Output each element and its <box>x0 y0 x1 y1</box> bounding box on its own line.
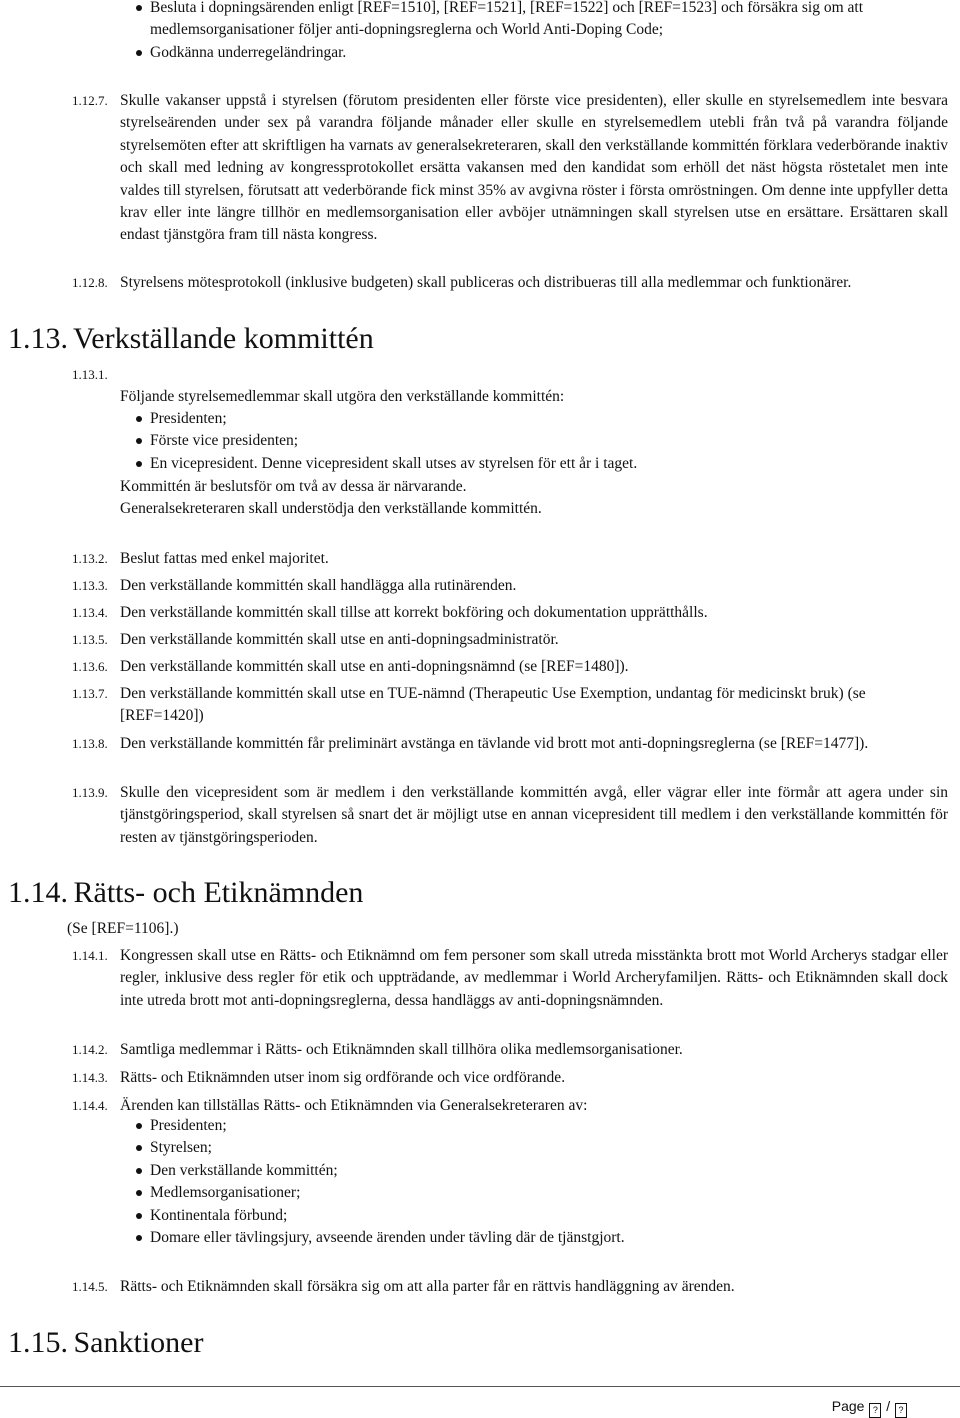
section-number: 1.13.5. <box>72 632 108 647</box>
section-text: Kongressen skall utse en Rätts- och Etiknämnd om fem personer som skall utreda misstänkta brott mot World Archerys stadgar eller regler, inklusive dess regler för etik och uppträdande, av medlemmar i World Archeryfamiljen. Rätts- och Etiknämnden skall dock inte utreda brott mot anti-dopningsreglerna, dessa handläggs av anti-dopningsnämnden. <box>120 947 948 1009</box>
current-page-number: ? <box>869 1403 881 1418</box>
section-number: 1.14.2. <box>72 1042 108 1057</box>
section-number: 1.13.9. <box>72 785 108 800</box>
list-item: Domare eller tävlingsjury, avseende ärenden under tävling där de tjänstgjort. <box>150 1227 940 1249</box>
section-text: Den verkställande kommittén skall handlägga alla rutinärenden. <box>120 577 517 594</box>
section-text: Den verkställande kommittén skall tillse att korrekt bokföring och dokumentation upprätthålls. <box>120 604 708 621</box>
page-footer <box>832 1397 908 1418</box>
section-number: 1.13.2. <box>72 551 108 566</box>
referral-sources-list <box>150 1115 940 1249</box>
heading-number: 1.15. <box>8 1326 68 1359</box>
total-pages-number: ? <box>895 1403 907 1418</box>
list-item: Presidenten; <box>150 1115 940 1137</box>
section-text: Generalsekreteraren skall understödja den verkställande kommittén. <box>120 500 542 517</box>
section-number: 1.14.3. <box>72 1070 108 1085</box>
section-heading <box>8 1325 203 1361</box>
heading-title: Sanktioner <box>73 1326 204 1359</box>
section-number: 1.12.8. <box>72 275 108 290</box>
section-text: Skulle vakanser uppstå i styrelsen (förutom presidenten eller förste vice presidenten), eller skulle en styrelsemedlem inte besvara styrelseärenden under sex på varandra följande månader eller skulle en styrelsemedlem utebli från två på varandra följande styrelsemöten efter att skriftligen ha varnats av generalsekreteraren, skall den verkställande kommittén förklara vederbörande inaktiv och skall med ledning av kongressprotokollet ersätta vakansen med den kandidat som erhöll det näst högsta röstetalet men inte valdes till styrelsen, förutsatt att vederbörande fick minst 35% av avgivna röster i första omröstningen. Om denne inte uppfyller detta krav eller inte längre tillhör en medlemsorganisation eller avböjer utnämningen skall styrelsen utse en ersättare. Ersättaren skall endast tjänstgöra fram till nästa kongress. <box>120 92 948 244</box>
list-item: Kontinentala förbund; <box>150 1205 940 1227</box>
footer-divider <box>0 1386 960 1387</box>
section-text: Ärenden kan tillställas Rätts- och Etiknämnden via Generalsekreteraren av: <box>120 1097 588 1114</box>
page-separator: / <box>886 1398 891 1414</box>
list-item: Godkänna underregeländringar. <box>150 42 950 64</box>
list-item: Förste vice presidenten; <box>150 430 940 452</box>
list-item: Presidenten; <box>150 408 940 430</box>
section-heading <box>8 321 374 357</box>
section-number: 1.13.8. <box>72 736 108 751</box>
section-intro: Följande styrelsemedlemmar skall utgöra den verkställande kommittén: <box>120 388 565 405</box>
section-number: 1.14.5. <box>72 1279 108 1294</box>
section-heading <box>8 875 363 911</box>
page-label: Page <box>831 1398 865 1414</box>
section-text: Styrelsens mötesprotokoll (inklusive budgeten) skall publiceras och distribueras till alla medlemmar och funktionärer. <box>120 274 852 291</box>
list-item: Styrelsen; <box>150 1137 940 1159</box>
section-text: Samtliga medlemmar i Rätts- och Etiknämnden skall tillhöra olika medlemsorganisationer. <box>120 1041 683 1058</box>
list-item: Den verkställande kommittén; <box>150 1160 940 1182</box>
section-text: Kommittén är beslutsför om två av dessa är närvarande. <box>120 478 467 495</box>
heading-number: 1.13. <box>8 322 68 355</box>
section-text: Den verkställande kommittén skall utse en TUE-nämnd (Therapeutic Use Exemption, undantag för medicinskt bruk) (se [REF=1420]) <box>120 685 866 725</box>
section-text: Den verkställande kommittén skall utse en anti-dopningsnämnd (se [REF=1480]). <box>120 658 629 675</box>
top-bullet-list <box>150 0 950 64</box>
section-note: (Se [REF=1106].) <box>67 920 179 937</box>
section-text: Den verkställande kommittén skall utse en anti-dopningsadministratör. <box>120 631 559 648</box>
heading-title: Rätts- och Etiknämnden <box>73 876 364 909</box>
section-number: 1.14.4. <box>72 1098 108 1113</box>
section-number: 1.13.3. <box>72 578 108 593</box>
section-text: Den verkställande kommittén får preliminärt avstänga en tävlande vid brott mot anti-dopningsreglerna (se [REF=1477]). <box>120 735 869 752</box>
list-item: Medlemsorganisationer; <box>150 1182 940 1204</box>
list-item: Besluta i dopningsärenden enligt [REF=1510], [REF=1521], [REF=1522] och [REF=1523] och försäkra sig om att medlemsorganisationer följer anti-dopningsreglerna och World Anti-Doping Code; <box>150 0 950 42</box>
section-number: 1.12.7. <box>72 93 108 108</box>
section-number: 1.13.1. <box>72 367 108 382</box>
section-number: 1.13.7. <box>72 686 108 701</box>
section-number: 1.14.1. <box>72 948 108 963</box>
section-text: Skulle den vicepresident som är medlem i den verkställande kommittén avgå, eller vägrar eller inte förmår att agera under sin tjänstgöringsperiod, skall styrelsen så snart det är möjligt utse en annan vicepresident till medlem i den verkställande kommittén för resten av tjänstgöringsperioden. <box>120 784 948 846</box>
heading-title: Verkställande kommittén <box>72 322 374 355</box>
list-item: En vicepresident. Denne vicepresident skall utses av styrelsen för ett år i taget. <box>150 453 940 475</box>
section-text: Beslut fattas med enkel majoritet. <box>120 550 329 567</box>
section-number: 1.13.6. <box>72 659 108 674</box>
committee-members-list <box>150 408 940 475</box>
section-text: Rätts- och Etiknämnden utser inom sig ordförande och vice ordförande. <box>120 1069 566 1086</box>
heading-number: 1.14. <box>8 876 68 909</box>
section-text: Rätts- och Etiknämnden skall försäkra sig om att alla parter får en rättvis handläggning av ärenden. <box>120 1278 735 1295</box>
section-number: 1.13.4. <box>72 605 108 620</box>
